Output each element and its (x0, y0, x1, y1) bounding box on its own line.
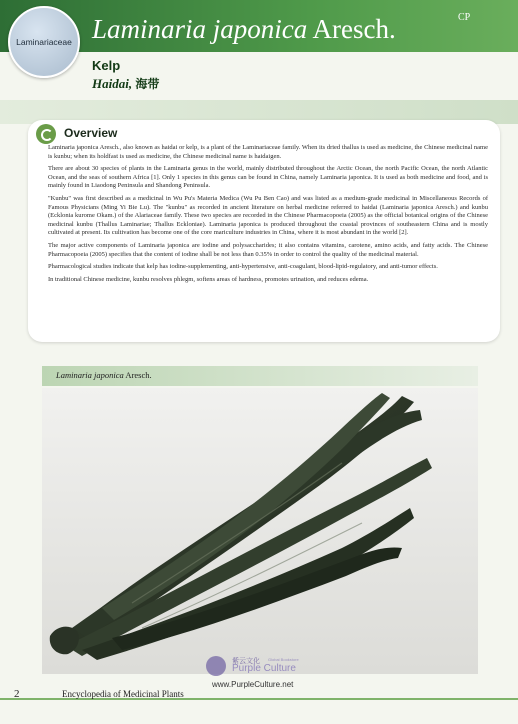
overview-paragraph: Laminaria japonica Aresch., also known as haidai or kelp, is a plant of the Laminariaceae family. When its dried thallus is used as medicine, the Chinese medicinal name is kunbu; when its holdfast is used as medicine, the Chinese medicinal name is haidaigen. (48, 144, 488, 160)
latin-name: Laminaria japonica (92, 14, 308, 44)
overview-paragraph: There are about 30 species of plants in the Laminaria genus in the world, mainly distributed throughout the Arctic Ocean, the north Pacific Ocean, the north Atlantic Ocean, and the seas of southern Africa [1]. Only 1 species in this genus can be found in China, namely Laminaria japonica. It is used as both medicine and food, and is mainly found in Liaodong Peninsula and Shandong Peninsula. (48, 165, 488, 190)
chinese-characters: 海带 (135, 77, 160, 91)
common-names (92, 58, 159, 92)
photo-caption-bar (42, 366, 478, 386)
caption-latin: Laminaria japonica (56, 370, 124, 380)
kelp-photo (42, 388, 478, 674)
overview-paragraph: In traditional Chinese medicine, kunbu resolves phlegm, softens areas of hardness, promotes urination, and reduces edema. (48, 275, 369, 283)
english-name: Kelp (92, 58, 121, 73)
watermark-logo-icon (206, 656, 226, 676)
overview-heading: Overview (64, 126, 118, 140)
book-title: Encyclopedia of Medicinal Plants (62, 689, 184, 699)
family-badge-label: Laminariaceae (16, 37, 72, 47)
family-badge (8, 6, 80, 78)
photo-caption (56, 370, 152, 380)
chinese-name-line (92, 75, 159, 92)
overview-paragraph: "Kunbu" was first described as a medicinal in Wu Pu's Materia Medica (Wu Pu Ben Cao) and was listed as a medium-grade medicinal in Miscellaneous Records of Famous Physicians (Ming Yi Bie Lu). The "kunbu" as recorded in ancient literature on herbal medicine referred to haidai (Laminaria japonica Aresch.) and kunbu (Ecklonia kurome Okam.) of the Alariaceae family. These two species are recorded in the Chinese Pharmacopoeia (2005) as the official botanical origins of the Chinese medicinal kunbu (Thallus Laminariae; Thallus Eckloniae). Laminaria japonica is produced throughout the coastal provinces of southeastern China and is mostly cultivated at present. Its cultivation has become one of the core mariculture industries in China, where it is most abundant in the world [2]. (48, 194, 488, 237)
pinyin-name: Haidai, (92, 76, 136, 91)
page-number: 2 (14, 688, 20, 700)
overview-paragraph: The major active components of Laminaria japonica are iodine and polysaccharides; it also contains vitamins, carotene, amino acids, and fatty acids. The Chinese Pharmacopoeia (2005) specifies that the content of iodine shall be not less than 0.35% in order to control the quality of the medicinal material. (48, 241, 488, 258)
overview-body (48, 144, 488, 288)
watermark-tagline: Global Bookstore (268, 657, 299, 662)
species-title (92, 14, 396, 44)
overview-panel (28, 120, 500, 342)
watermark-chinese: 紫云文化 (232, 657, 260, 665)
overview-icon (36, 124, 56, 144)
watermark-url: www.PurpleCulture.net (212, 680, 294, 689)
caption-author: Aresch. (123, 370, 152, 380)
author-name: Aresch. (307, 14, 396, 44)
pharmacopoeia-mark: CP (458, 12, 471, 23)
watermark-brand: Purple Culture (232, 663, 296, 674)
overview-paragraph: Pharmacological studies indicate that kelp has iodine-supplementing, anti-hypertensive, anti-coagulant, blood-lipid-regulatory, and anti-tumor effects. (48, 263, 438, 271)
kelp-illustration (42, 388, 478, 674)
